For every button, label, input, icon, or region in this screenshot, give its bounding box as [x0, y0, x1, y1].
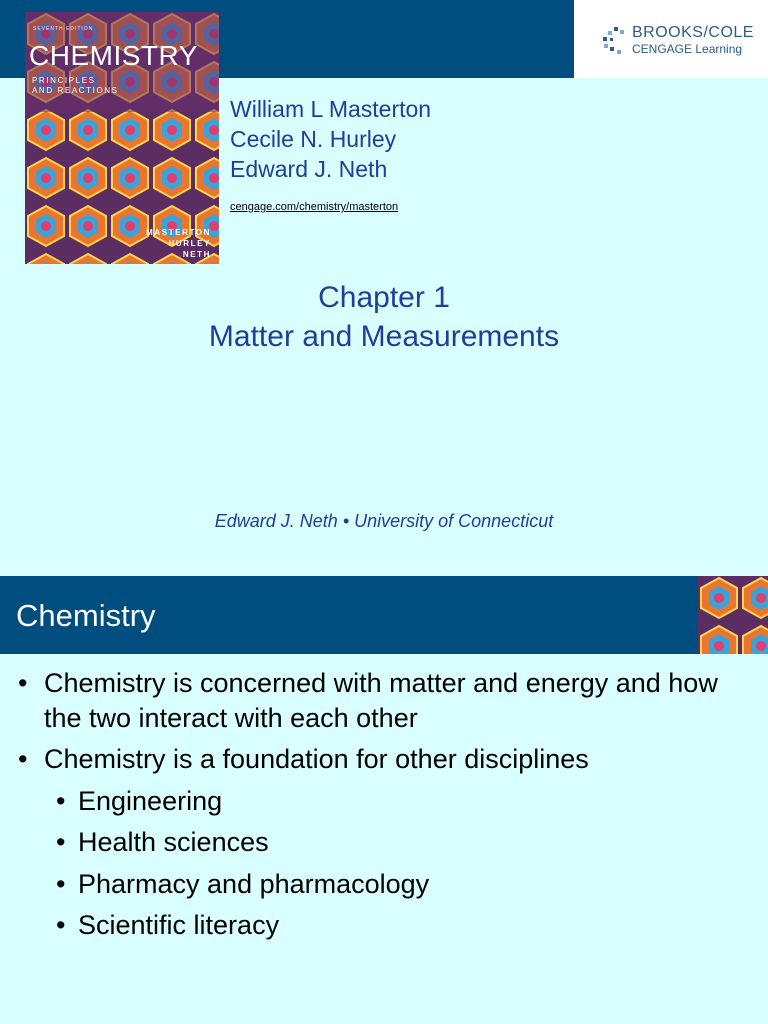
sub-bullet-item	[56, 908, 736, 943]
content-slide	[0, 576, 768, 1024]
hexagon-pattern-image	[698, 576, 768, 654]
bullet-text: Scientific literacy	[78, 910, 280, 940]
sub-bullet-item	[56, 825, 736, 860]
website-link[interactable]: cengage.com/chemistry/masterton	[230, 201, 399, 213]
bullet-text: Chemistry is concerned with matter and energy and how the two interact with each other	[44, 668, 718, 733]
cover-authors: MASTERTON HURLEY NETH	[146, 228, 211, 259]
bullet-icon: •	[18, 668, 28, 698]
cover-edition: SEVENTH EDITION	[33, 26, 94, 32]
publisher-name: BROOKS/COLE	[632, 24, 754, 41]
author-name: Cecile N. Hurley	[230, 126, 397, 152]
cover-title: CHEMISTRY	[29, 40, 198, 71]
bullet-text: Health sciences	[78, 827, 269, 857]
bullet-icon: •	[18, 744, 28, 774]
corner-pattern-image	[698, 576, 768, 654]
book-cover	[25, 12, 219, 264]
sub-bullet-item	[56, 867, 736, 902]
bullet-text: Pharmacy and pharmacology	[78, 869, 430, 899]
publisher-tagline: CENGAGE Learning	[632, 42, 743, 56]
presenter-byline: Edward J. Neth • University of Connecticut	[214, 511, 554, 531]
chapter-number: Chapter 1	[318, 281, 450, 314]
bullet-item	[18, 742, 738, 777]
bullet-icon: •	[56, 869, 66, 899]
sub-bullet-item	[56, 784, 736, 819]
bullet-text: Engineering	[78, 786, 223, 816]
bullet-item	[18, 666, 738, 736]
bullet-icon: •	[56, 827, 66, 857]
author-name: Edward J. Neth	[230, 156, 388, 182]
bullet-text: Chemistry is a foundation for other disciplines	[44, 744, 589, 774]
cover-subtitle: PRINCIPLES AND REACTIONS	[32, 76, 119, 95]
slide-title: Chemistry	[16, 598, 156, 633]
author-name: William L Masterton	[230, 96, 432, 122]
brooks-cole-logo-icon	[600, 26, 630, 56]
bullet-icon: •	[56, 786, 66, 816]
bullet-icon: •	[56, 910, 66, 940]
chapter-title: Matter and Measurements	[208, 320, 560, 353]
